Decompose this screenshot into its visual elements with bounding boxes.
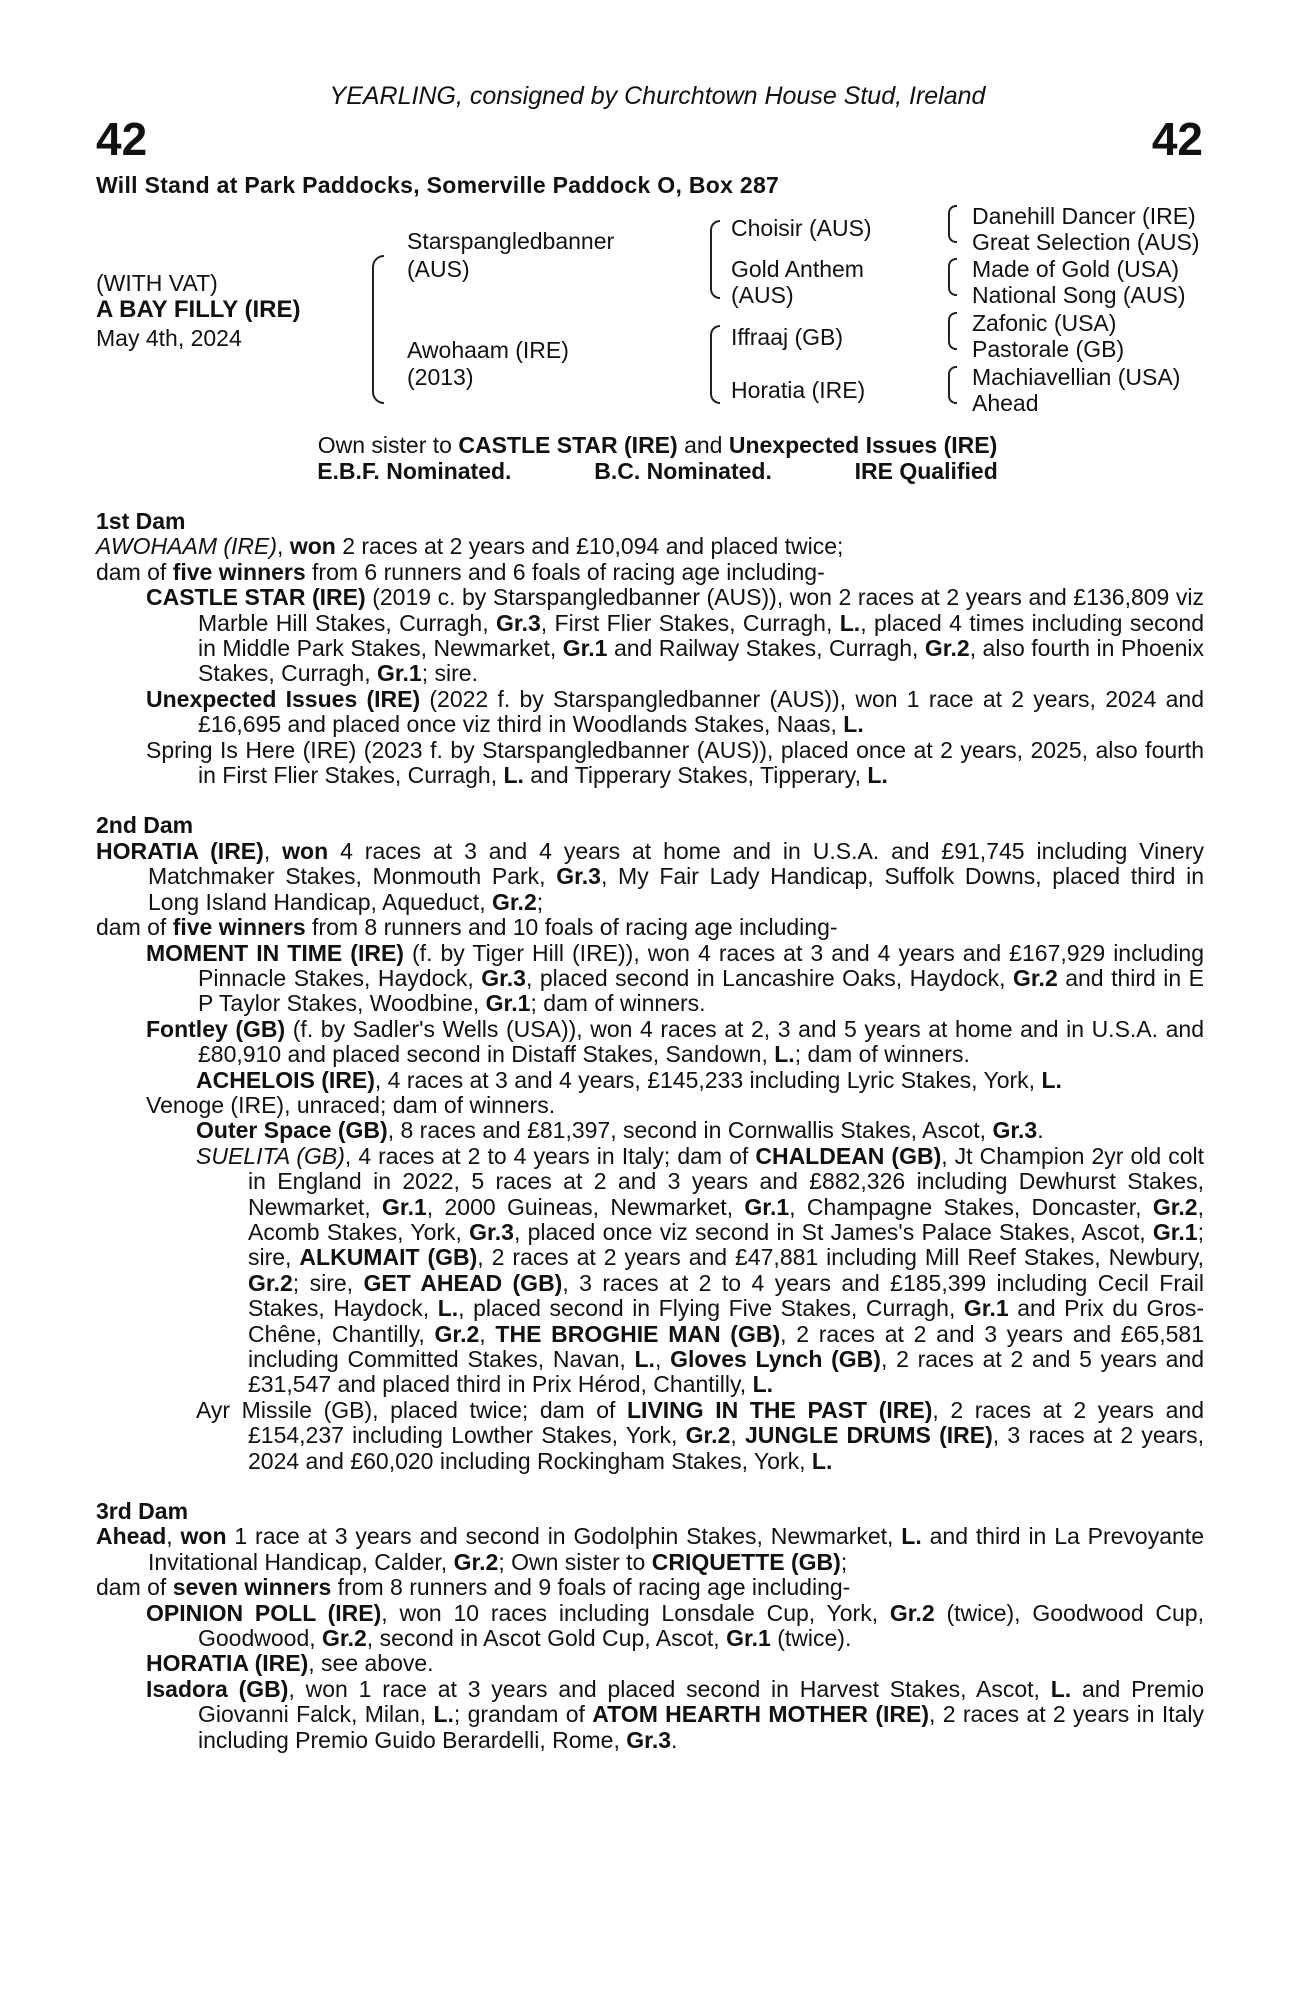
grandproduce-achelois: ACHELOIS (IRE), 4 races at 3 and 4 years, £145,233 including Lyric Stakes, York, L. [196, 1066, 1062, 1093]
brace-3a [948, 205, 957, 243]
sister-note [0, 432, 1315, 458]
produce-castle-star: CASTLE STAR (IRE) (2019 c. by Starspangledbanner (AUS)), won 2 races at 2 years and £136,809 viz Marble Hill Stakes, Curragh, Gr.3, First Flier Stakes, Curragh, L., placed 4 times including second in Middle Park Stakes, Newmarket, Gr.1 and Railway Stakes, Curragh, Gr.2, also fourth in Phoenix Stakes, Curragh, Gr.1; sire. [146, 584, 1204, 687]
sire-dam-origin: (AUS) [731, 282, 794, 308]
second-dam-record: HORATIA (IRE), won 4 races at 3 and 4 years at home and in U.S.A. and £91,745 including Vinery Matchmaker Stakes, Monmouth Park, Gr.3, My Fair Lady Handicap, Suffolk Downs, placed third in Long Island Handicap, Aqueduct, Gr.2; [96, 837, 1204, 915]
first-dam-produce: dam of five winners from 6 runners and 6 foals of racing age including- [96, 558, 825, 585]
sire-brace [710, 220, 720, 299]
first-dam-record: AWOHAAM (IRE), won 2 races at 2 years and £10,094 and placed twice; [96, 533, 844, 560]
dam-sire: Iffraaj (GB) [731, 324, 844, 350]
dam-brace [710, 325, 720, 404]
foaling-date: May 4th, 2024 [96, 325, 242, 351]
ebf-nomination: E.B.F. Nominated. [317, 458, 512, 484]
dam-sire-sire: Zafonic (USA) [972, 310, 1117, 336]
dam-dam: Horatia (IRE) [731, 377, 866, 403]
brace-3d [948, 366, 957, 404]
dam-year: (2013) [407, 364, 474, 390]
third-dam-heading: 3rd Dam [96, 1498, 189, 1525]
grandproduce-ayr-missile: Ayr Missile (GB), placed twice; dam of LIVING IN THE PAST (IRE), 2 races at 2 years and £154,237 including Lowther Stakes, York, Gr.2, JUNGLE DRUMS (IRE), 3 races at 2 years, 2024 and £60,020 including Rockingham Stakes, York, L. [196, 1396, 1205, 1474]
stand-location: Will Stand at Park Paddocks, Somerville Paddock O, Box 287 [96, 172, 780, 198]
brace-3c [948, 312, 957, 350]
dam-name: Awohaam (IRE) [407, 337, 569, 363]
lot-number-right: 42 [1151, 113, 1203, 165]
bc-nomination: B.C. Nominated. [594, 458, 772, 484]
produce-opinion-poll: OPINION POLL (IRE), won 10 races including Lonsdale Cup, York, Gr.2 (twice), Goodwood Cup, Goodwood, Gr.2, second in Ascot Gold Cup, Ascot, Gr.1 (twice). [146, 1599, 1204, 1652]
third-dam-record: Ahead, won 1 race at 3 years and second in Godolphin Stakes, Newmarket, L. and third in La Prevoyante Invitational Handicap, Calder, Gr.2; Own sister to CRIQUETTE (GB); [96, 1523, 1204, 1575]
vat-note: (WITH VAT) [96, 270, 218, 296]
produce-unexpected-issues: Unexpected Issues (IRE) (2022 f. by Starspangledbanner (AUS)), won 1 race at 2 years, 2024 and £16,695 and placed once viz third in Woodlands Stakes, Naas, L. [146, 685, 1204, 738]
sire-sire-dam: Great Selection (AUS) [972, 229, 1200, 255]
catalogue-body [96, 509, 1204, 1753]
brace-3b [948, 258, 957, 296]
dam-sire-dam: Pastorale (GB) [972, 336, 1125, 362]
sire-dam-name: Gold Anthem [731, 256, 864, 282]
third-dam-produce: dam of seven winners from 8 runners and 9 foals of racing age including- [96, 1574, 851, 1601]
sister-horse-1: CASTLE STAR (IRE) [458, 432, 678, 458]
produce-fontley: Fontley (GB) (f. by Sadler's Wells (USA)), won 4 races at 2, 3 and 5 years at home and in U.S.A. and £80,910 and placed second in Distaff Stakes, Sandown, L.; dam of winners. [146, 1015, 1204, 1068]
sire-sire-sire: Danehill Dancer (IRE) [972, 203, 1196, 229]
sister-middle: and [677, 432, 729, 458]
sire-name: Starspangledbanner [407, 228, 615, 254]
ire-qualified: IRE Qualified [854, 458, 998, 484]
horse-name: A BAY FILLY (IRE) [96, 296, 301, 323]
sire-origin: (AUS) [407, 256, 470, 282]
grandproduce-outer-space: Outer Space (GB), 8 races and £81,397, second in Cornwallis Stakes, Ascot, Gr.3. [196, 1117, 1044, 1144]
dam-dam-sire: Machiavellian (USA) [972, 364, 1181, 390]
first-dam-heading: 1st Dam [96, 508, 186, 534]
produce-moment-in-time: MOMENT IN TIME (IRE) (f. by Tiger Hill (IRE)), won 4 races at 3 and 4 years and £167,929 including Pinnacle Stakes, Haydock, Gr.3, placed second in Lancashire Oaks, Haydock, Gr.2 and third in E P Taylor Stakes, Woodbine, Gr.1; dam of winners. [146, 939, 1204, 1017]
dam-dam-dam: Ahead [972, 390, 1039, 416]
sister-prefix: Own sister to [317, 432, 459, 458]
produce-spring-is-here: Spring Is Here (IRE) (2023 f. by Starspangledbanner (AUS)), placed once at 2 years, 2025, also fourth in First Flier Stakes, Curragh, L. and Tipperary Stakes, Tipperary, L. [146, 736, 1204, 789]
sister-horse-2: Unexpected Issues (IRE) [728, 432, 998, 458]
consignment-heading: YEARLING, consigned by Churchtown House Stud, Ireland [329, 82, 986, 110]
produce-venoge: Venoge (IRE), unraced; dam of winners. [146, 1091, 556, 1118]
second-dam-heading: 2nd Dam [96, 812, 194, 839]
grandproduce-suelita: SUELITA (GB), 4 races at 2 to 4 years in Italy; dam of CHALDEAN (GB), Jt Champion 2yr old colt in England in 2022, 5 races at 2 and 3 years and £882,326 including Dewhurst Stakes, Newmarket, Gr.1, 2000 Guineas, Newmarket, Gr.1, Champagne Stakes, Doncaster, Gr.2, Acomb Stakes, York, Gr.3, placed once viz second in St James's Palace Stakes, Ascot, Gr.1; sire, ALKUMAIT (GB), 2 races at 2 years and £47,881 including Mill Reef Stakes, Newbury, Gr.2; sire, GET AHEAD (GB), 3 races at 2 to 4 years and £185,399 including Cecil Frail Stakes, Haydock, L., placed second in Flying Five Stakes, Curragh, Gr.1 and Prix du Gros-Chêne, Chantilly, Gr.2, THE BROGHIE MAN (GB), 2 races at 2 and 3 years and £65,581 including Committed Stakes, Navan, L., Gloves Lynch (GB), 2 races at 2 and 5 years and £31,547 and placed third in Prix Hérod, Chantilly, L. [196, 1142, 1205, 1398]
produce-isadora: Isadora (GB), won 1 race at 3 years and placed second in Harvest Stakes, Ascot, L. and Premio Giovanni Falck, Milan, L.; grandam of ATOM HEARTH MOTHER (IRE), 2 races at 2 years in Italy including Premio Guido Berardelli, Rome, Gr.3. [146, 1675, 1205, 1753]
lot-number-left: 42 [96, 113, 148, 165]
sire-dam-dam: National Song (AUS) [972, 282, 1186, 308]
second-dam-produce: dam of five winners from 8 runners and 10 foals of racing age including- [96, 914, 838, 941]
pedigree-brace [372, 255, 384, 404]
nominations [0, 458, 1315, 484]
produce-horatia: HORATIA (IRE), see above. [146, 1650, 434, 1677]
sire-dam-sire: Made of Gold (USA) [972, 256, 1180, 282]
sire-sire: Choisir (AUS) [731, 215, 872, 241]
